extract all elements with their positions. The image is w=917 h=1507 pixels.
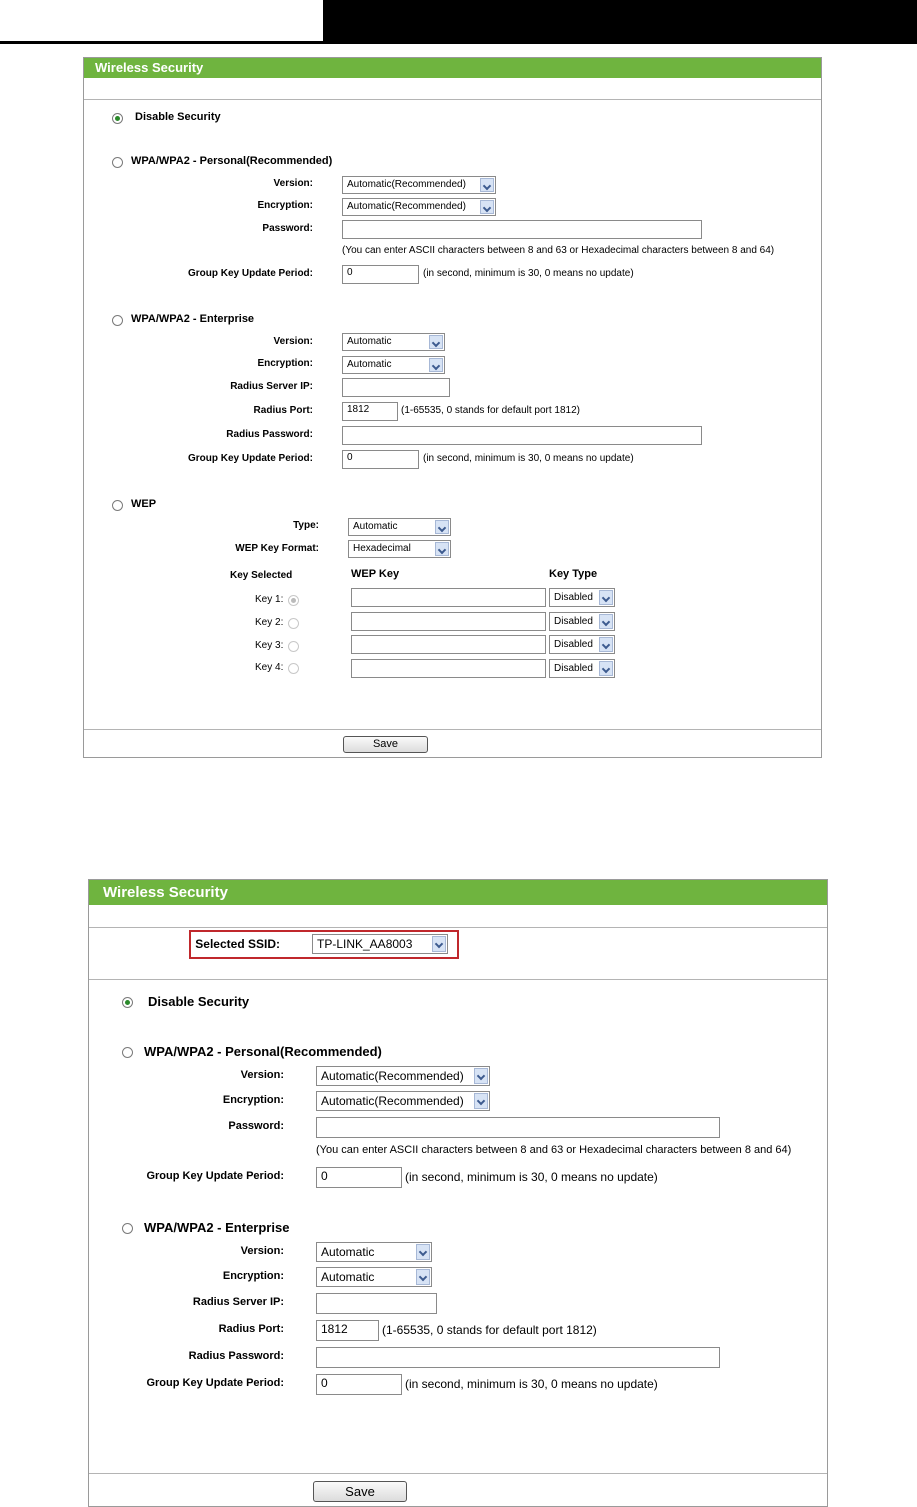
disable-security-radio[interactable] xyxy=(122,997,133,1008)
selected-ssid-label: Selected SSID: xyxy=(195,937,280,951)
key-3-input[interactable] xyxy=(351,635,546,654)
group-key-input[interactable]: 0 xyxy=(342,265,419,284)
document-header-bar xyxy=(323,0,917,41)
group-key-label: Group Key Update Period: xyxy=(146,1170,284,1182)
wep-label: WEP xyxy=(131,498,157,510)
group-key-input[interactable]: 0 xyxy=(342,450,419,469)
radius-server-ip-input[interactable] xyxy=(316,1293,437,1314)
group-key-label: Group Key Update Period: xyxy=(187,453,313,464)
disable-security-label: Disable Security xyxy=(135,111,221,123)
chevron-down-icon xyxy=(474,1093,488,1109)
key-4-input[interactable] xyxy=(351,659,546,678)
group-key-hint: (in second, minimum is 30, 0 means no update) xyxy=(423,453,634,464)
version-label: Version: xyxy=(273,178,313,189)
chevron-down-icon xyxy=(416,1244,430,1260)
radius-port-input[interactable]: 1812 xyxy=(342,402,398,421)
chevron-down-icon xyxy=(480,200,494,214)
chevron-down-icon xyxy=(435,542,449,556)
divider xyxy=(89,979,827,980)
panel-title-text: Wireless Security xyxy=(95,60,204,75)
radius-port-input[interactable]: 1812 xyxy=(316,1320,379,1341)
wpa-personal-radio[interactable] xyxy=(122,1047,133,1058)
radius-server-ip-label: Radius Server IP: xyxy=(230,381,313,392)
radius-password-label: Radius Password: xyxy=(188,1350,284,1362)
version-label: Version: xyxy=(240,1069,284,1081)
radius-password-label: Radius Password: xyxy=(226,429,313,440)
encryption-label: Encryption: xyxy=(222,1094,284,1106)
key-4-radio[interactable] xyxy=(288,663,299,674)
wpa-enterprise-radio[interactable] xyxy=(122,1223,133,1234)
password-hint: (You can enter ASCII characters between 8 and 63 or Hexadecimal characters between 8 and 64) xyxy=(342,245,775,256)
version-select[interactable]: Automatic(Recommended) xyxy=(316,1066,490,1086)
key-1-radio[interactable] xyxy=(288,595,299,606)
document-header-rule xyxy=(0,41,917,44)
group-key-hint: (in second, minimum is 30, 0 means no update) xyxy=(423,268,634,279)
radius-server-ip-input[interactable] xyxy=(342,378,450,397)
encryption-select[interactable]: Automatic(Recommended) xyxy=(342,198,496,216)
col-key-selected: Key Selected xyxy=(230,570,293,581)
password-label: Password: xyxy=(228,1120,284,1132)
key-4-type-select[interactable]: Disabled xyxy=(549,659,615,678)
radius-port-hint: (1-65535, 0 stands for default port 1812) xyxy=(401,405,581,416)
wpa-enterprise-radio[interactable] xyxy=(112,315,123,326)
wep-key-format-label: WEP Key Format: xyxy=(235,543,319,554)
radius-password-input[interactable] xyxy=(316,1347,720,1368)
wpa-enterprise-label: WPA/WPA2 - Enterprise xyxy=(131,313,255,325)
group-key-input[interactable]: 0 xyxy=(316,1374,402,1395)
group-key-input[interactable]: 0 xyxy=(316,1167,402,1188)
wpa-personal-label: WPA/WPA2 - Personal(Recommended) xyxy=(144,1044,382,1059)
chevron-down-icon xyxy=(435,520,449,534)
chevron-down-icon xyxy=(474,1068,488,1084)
version-label: Version: xyxy=(240,1245,284,1257)
key-2-label: Key 2: xyxy=(255,617,284,628)
disable-security-radio[interactable] xyxy=(112,113,123,124)
key-2-type-select[interactable]: Disabled xyxy=(549,612,615,631)
radius-password-input[interactable] xyxy=(342,426,702,445)
encryption-select[interactable]: Automatic xyxy=(342,356,445,374)
group-key-label: Group Key Update Period: xyxy=(187,268,313,279)
password-label: Password: xyxy=(262,223,313,234)
key-1-input[interactable] xyxy=(351,588,546,607)
chevron-down-icon xyxy=(416,1269,430,1285)
key-3-radio[interactable] xyxy=(288,641,299,652)
wep-radio[interactable] xyxy=(112,500,123,511)
chevron-down-icon xyxy=(429,335,443,349)
radius-port-label: Radius Port: xyxy=(218,1323,284,1335)
wep-key-format-select[interactable]: Hexadecimal xyxy=(348,540,451,558)
chevron-down-icon xyxy=(599,637,613,652)
encryption-select[interactable]: Automatic xyxy=(316,1267,432,1287)
key-3-label: Key 3: xyxy=(255,640,284,651)
divider xyxy=(89,1473,827,1474)
chevron-down-icon xyxy=(599,590,613,605)
wireless-security-panel xyxy=(88,879,828,1507)
wpa-personal-radio[interactable] xyxy=(112,157,123,168)
chevron-down-icon xyxy=(599,614,613,629)
group-key-hint: (in second, minimum is 30, 0 means no update) xyxy=(405,1170,658,1184)
divider xyxy=(84,99,821,100)
key-2-radio[interactable] xyxy=(288,618,299,629)
chevron-down-icon xyxy=(429,358,443,372)
save-button[interactable]: Save xyxy=(343,736,428,753)
chevron-down-icon xyxy=(432,936,446,952)
radius-port-label: Radius Port: xyxy=(253,405,313,416)
panel-title-text: Wireless Security xyxy=(103,884,228,901)
wireless-security-panel xyxy=(83,57,822,758)
version-select[interactable]: Automatic(Recommended) xyxy=(342,176,496,194)
col-wep-key: WEP Key xyxy=(351,568,400,580)
panel-title xyxy=(89,880,827,905)
radius-port-hint: (1-65535, 0 stands for default port 1812) xyxy=(382,1323,597,1337)
group-key-hint: (in second, minimum is 30, 0 means no update) xyxy=(405,1377,658,1391)
wep-type-select[interactable]: Automatic xyxy=(348,518,451,536)
key-3-type-select[interactable]: Disabled xyxy=(549,635,615,654)
chevron-down-icon xyxy=(480,178,494,192)
password-hint: (You can enter ASCII characters between 8 and 63 or Hexadecimal characters between 8 and 64) xyxy=(316,1144,792,1156)
encryption-select[interactable]: Automatic(Recommended) xyxy=(316,1091,490,1111)
save-button[interactable]: Save xyxy=(313,1481,407,1502)
radius-server-ip-label: Radius Server IP: xyxy=(192,1296,284,1308)
wep-type-label: Type: xyxy=(293,520,319,531)
version-select[interactable]: Automatic xyxy=(316,1242,432,1262)
version-label: Version: xyxy=(273,336,313,347)
key-1-type-select[interactable]: Disabled xyxy=(549,588,615,607)
encryption-label: Encryption: xyxy=(257,358,313,369)
password-input[interactable] xyxy=(342,220,702,239)
disable-security-label: Disable Security xyxy=(148,994,250,1009)
panel-title xyxy=(84,58,821,78)
wpa-personal-label: WPA/WPA2 - Personal(Recommended) xyxy=(131,155,333,167)
key-1-label: Key 1: xyxy=(255,594,284,605)
col-key-type: Key Type xyxy=(549,568,598,580)
encryption-label: Encryption: xyxy=(257,200,313,211)
chevron-down-icon xyxy=(599,661,613,676)
encryption-label: Encryption: xyxy=(222,1270,284,1282)
selected-ssid-select[interactable]: TP-LINK_AA8003 xyxy=(312,934,448,954)
password-input[interactable] xyxy=(316,1117,720,1138)
divider xyxy=(84,729,821,730)
key-2-input[interactable] xyxy=(351,612,546,631)
group-key-label: Group Key Update Period: xyxy=(146,1377,284,1389)
key-4-label: Key 4: xyxy=(255,662,284,673)
version-select[interactable]: Automatic xyxy=(342,333,445,351)
wpa-enterprise-label: WPA/WPA2 - Enterprise xyxy=(144,1220,290,1235)
divider xyxy=(89,927,827,928)
